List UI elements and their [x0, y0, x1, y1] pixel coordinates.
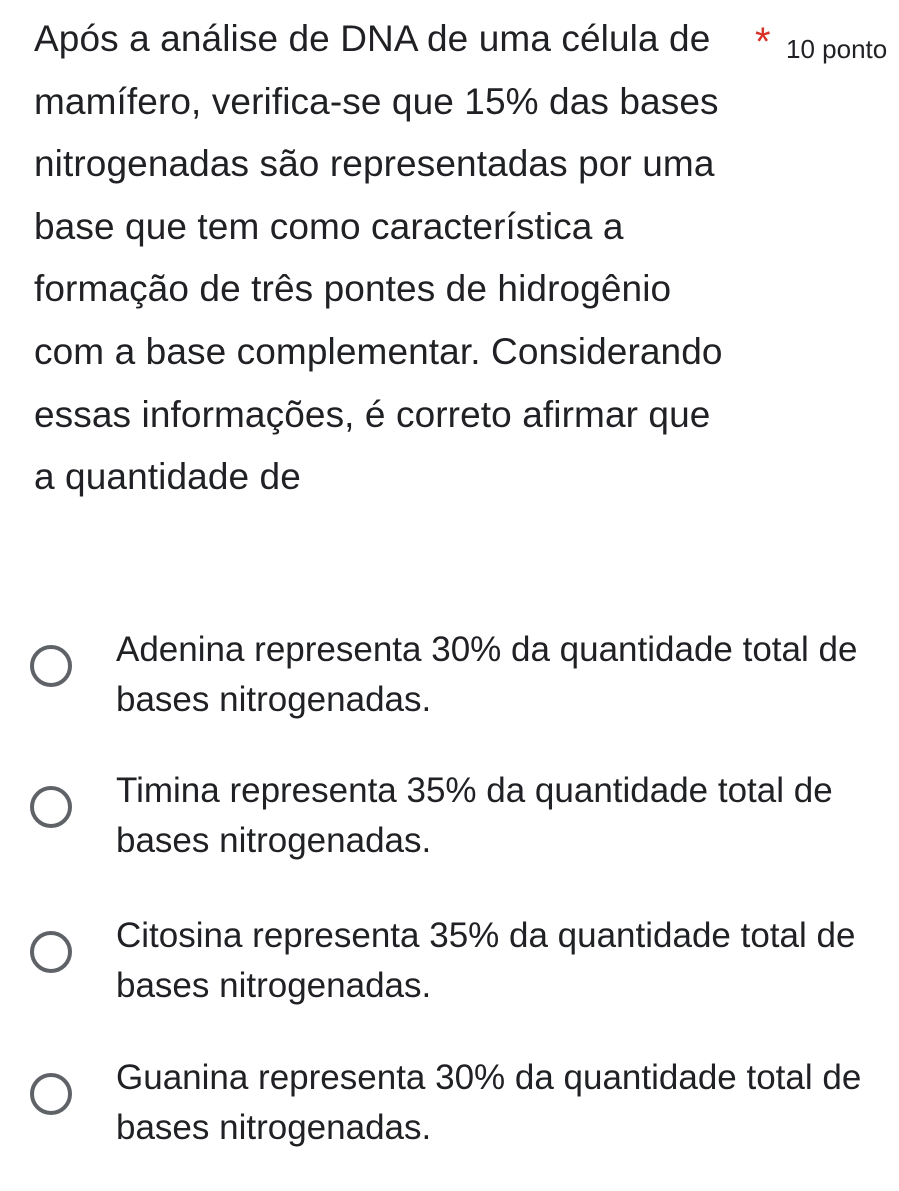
- option-citosina[interactable]: [30, 911, 890, 1021]
- question-card: [34, 8, 894, 509]
- option-adenina[interactable]: [30, 625, 890, 735]
- option-label: Citosina representa 35% da quantidade total de bases nitrogenadas.: [116, 916, 856, 1005]
- required-asterisk: *: [755, 20, 771, 64]
- radio-button-icon[interactable]: [30, 786, 72, 828]
- option-timina[interactable]: [30, 766, 890, 876]
- radio-button-icon[interactable]: [30, 1073, 72, 1115]
- question-text: Após a análise de DNA de uma célula de mamífero, verifica-se que 15% das bases nitrogenadas são representadas por uma base que tem como característica a formação de três pontes de hidrogênio com a base complementar. Considerando essas informações, é correto afirmar que a quantidade de: [34, 18, 723, 498]
- points-label: 10 ponto: [786, 34, 888, 64]
- option-label: Timina representa 35% da quantidade total de bases nitrogenadas.: [116, 771, 833, 860]
- option-label: Adenina representa 30% da quantidade total de bases nitrogenadas.: [116, 630, 858, 719]
- option-label: Guanina representa 30% da quantidade total de bases nitrogenadas.: [116, 1058, 862, 1147]
- option-guanina[interactable]: [30, 1053, 890, 1163]
- radio-button-icon[interactable]: [30, 931, 72, 973]
- radio-button-icon[interactable]: [30, 645, 72, 687]
